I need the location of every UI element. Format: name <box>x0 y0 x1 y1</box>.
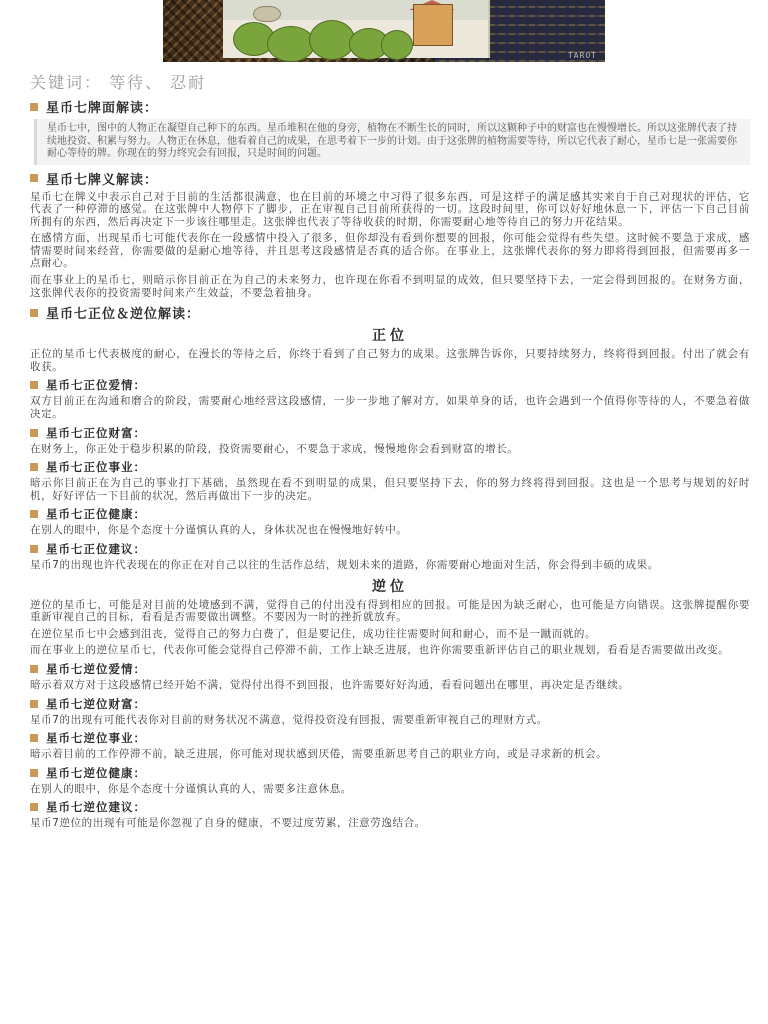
reversed-health-title <box>30 765 750 781</box>
section-positions-title-text: 星币七正位＆逆位解读： <box>46 307 201 323</box>
section-marker-icon <box>30 463 38 471</box>
reversed-advice-title <box>30 799 750 815</box>
subsection-title-text: 星币七正位事业： <box>46 460 146 475</box>
subsection-title-text: 星币七正位爱情： <box>46 378 146 393</box>
subsection-title-text: 星币七逆位建议： <box>46 800 146 815</box>
card-image <box>223 0 490 58</box>
reversed-health-text: 在别人的眼中，你是个态度十分谨慎认真的人，需要多注意休息。 <box>30 782 352 795</box>
reversed-intro: 而在事业上的逆位星币七，代表你可能会觉得自己停滞不前，工作上缺乏进展，也许你需要重新评估自己的职业规划，看看是否需要做出改变。 <box>30 644 730 657</box>
section-marker-icon <box>30 309 38 317</box>
upright-intro: 正位的星币七代表极度的耐心，在漫长的等待之后，你终于看到了自己努力的成果。这张牌告诉你，只要持续努力，终将得到回报。付出了就会有收获。 <box>30 348 750 373</box>
upright-career-text: 暗示你目前正在为自己的事业打下基础，虽然现在看不到明显的成果，但只要坚持下去，你的努力终将得到回报。这也是一个思考与规划的好时机，好好评估一下目前的状况，然后再做出下一步的决定。 <box>30 477 750 502</box>
section-marker-icon <box>30 769 38 777</box>
upright-career-title <box>30 459 750 475</box>
upright-health-title <box>30 506 750 522</box>
reversed-intro: 逆位的星币七，可能是对目前的处境感到不满，觉得自己的付出没有得到相应的回报。可能是因为缺乏耐心，也可能是方向错误。这张牌提醒你要重新审视自己的目标，看看是否需要做出调整。不要因为一时的挫折就放弃。 <box>30 598 750 624</box>
section-marker-icon <box>30 545 38 553</box>
upright-wealth-title <box>30 425 750 441</box>
section-marker-icon <box>30 700 38 708</box>
section-marker-icon <box>30 803 38 811</box>
keywords-line: 关键词： 等待、 忍耐 <box>30 73 207 92</box>
upright-advice-title <box>30 541 750 557</box>
upright-love-text: 双方目前正在沟通和磨合的阶段，需要耐心地经营这段感情，一步一步地了解对方，如果单身的话，也许会遇到一个值得你等待的人，不要急着做决定。 <box>30 395 750 421</box>
section-marker-icon <box>30 429 38 437</box>
subsection-title-text: 星币七逆位财富： <box>46 696 146 711</box>
section-marker-icon <box>30 510 38 518</box>
section-face-title-text: 星币七牌面解读： <box>46 101 159 116</box>
upright-health-text: 在别人的眼中，你是个态度十分谨慎认真的人，身体状况也在慢慢地好转中。 <box>30 524 408 537</box>
section-face-title <box>30 97 750 116</box>
subsection-title-text: 星币七正位建议： <box>46 542 146 556</box>
photo-watermark: TAROT <box>567 51 597 60</box>
subsection-title-text: 星币七逆位健康： <box>46 765 146 780</box>
reversed-career-title <box>30 730 750 746</box>
section-positions-title <box>30 303 750 322</box>
section-marker-icon <box>30 665 38 673</box>
reversed-advice-text: 星币7逆位的出现有可能是你忽视了自身的健康，不要过度劳累，注意劳逸结合。 <box>30 817 426 830</box>
reversed-heading: 逆位 <box>372 578 408 595</box>
meaning-paragraph: 在感情方面，出现星币七可能代表你在一段感情中投入了很多，但你却没有看到你想要的回报，你可能会觉得有些失望。这时候不要急于求成，感情需要时间来经营，你需要做的是耐心地等待，并且思考这段感情是否真的适合你。在事业上，这张牌代表你的努力即将得到回报，但需要再多一点耐心。 <box>30 232 750 270</box>
reversed-wealth-text: 星币7的出现有可能代表你对目前的财务状况不满意，觉得投资没有回报，需要重新审视自己的理财方式。 <box>30 713 548 726</box>
face-quote: 星币七中，图中的人物正在凝望自己种下的东西。星币堆积在他的身旁，植物在不断生长的同时，所以这颗种子中的财富也在慢慢增长。所以这张牌代表了持续地投资、积累与努力。人物正在休息，他看着自己的成果，在思考着下一步的计划。由于这张牌的植物需要等待，所以它代表了耐心，星币七是一张需要你耐心等待的牌。你现在的努力终究会有回报，只是时间的问题。 <box>34 119 750 165</box>
section-meaning-title-text: 星币七牌义解读： <box>46 172 159 188</box>
upright-love-title <box>30 377 750 393</box>
subsection-title-text: 星币七逆位事业： <box>46 731 146 746</box>
article-content <box>30 70 750 834</box>
reversed-wealth-title <box>30 696 750 712</box>
reversed-career-text: 暗示着目前的工作停滞不前，缺乏进展，你可能对现状感到厌倦，需要重新思考自己的职业方向，或是寻求新的机会。 <box>30 748 608 761</box>
section-marker-icon <box>30 381 38 389</box>
subsection-title-text: 星币七正位健康： <box>46 507 146 522</box>
reversed-intro: 在逆位星币七中会感到沮丧，觉得自己的努力白费了，但是要记住，成功往往需要时间和耐心，而不是一蹴而就的。 <box>30 627 597 640</box>
upright-wealth-text: 在财务上，你正处于稳步积累的阶段，投资需要耐心，不要急于求成，慢慢地你会看到财富的增长。 <box>30 442 519 455</box>
subsection-title-text: 星币七逆位爱情： <box>46 661 146 676</box>
section-marker-icon <box>30 103 38 111</box>
subsection-title-text: 星币七正位财富： <box>46 425 146 440</box>
reversed-love-text: 暗示着双方对于这段感情已经开始不满，觉得付出得不到回报，也许需要好好沟通，看看问题出在哪里，再决定是否继续。 <box>30 678 630 691</box>
upright-heading: 正位 <box>372 328 408 345</box>
section-marker-icon <box>30 734 38 742</box>
house-icon <box>413 4 453 46</box>
tarot-card-photo <box>163 0 605 62</box>
reversed-love-title <box>30 661 750 677</box>
meaning-paragraph: 星币七在牌义中表示自己对于目前的生活都很满意，也在目前的环境之中习得了很多东西，可是这样子的满足感其实来自于自己对现状的评估，它代表了一种停滞的感觉。在这张牌中人物停下了脚步，正在审视自己目前所获得的一切。这段时间里，你可以好好地休息一下，评估一下自己目前所拥有的东西，然后再决定下一步该往哪里走。这张牌也代表了等待收获的时期，你需要耐心地等待自己的努力开花结果。 <box>30 190 750 228</box>
section-marker-icon <box>30 174 38 182</box>
meaning-paragraph: 而在事业上的星币七，则暗示你目前正在为自己的未来努力，也许现在你看不到明显的成效，但只要坚持下去，一定会得到回报的。在财务方面，这张牌代表你的投资需要时间来产生效益，不要急着抽身。 <box>30 274 750 299</box>
section-meaning-title <box>30 169 750 188</box>
upright-advice-text: 星币7的出现也许代表现在的你正在对自己以往的生活作总结，规划未来的道路，你需要耐心地面对生活，你会得到丰硕的成果。 <box>30 559 659 571</box>
sign-icon <box>253 6 281 22</box>
